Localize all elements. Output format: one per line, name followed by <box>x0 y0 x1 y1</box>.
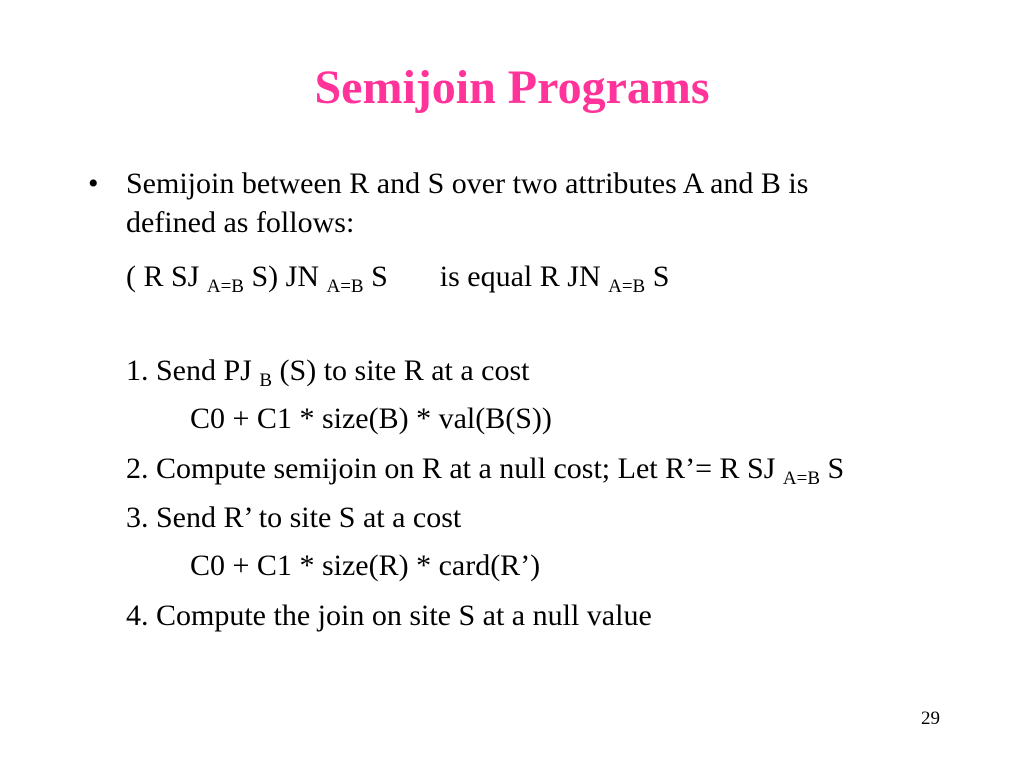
formula-subscript-2: A=B <box>326 276 364 297</box>
step-4: 4. Compute the join on site S at a null value <box>126 599 652 632</box>
step-2-part-2: S <box>820 452 845 485</box>
formula-part-1: ( R SJ <box>126 260 207 293</box>
bullet-marker: • <box>88 167 99 200</box>
step-1-cost: C0 + C1 * size(B) * val(B(S)) <box>190 402 552 435</box>
step-2-part-1: 2. Compute semijoin on R at a null cost; Let R’= R SJ <box>126 452 783 485</box>
formula-part-5: S <box>645 260 670 293</box>
formula-subscript-3: A=B <box>608 276 646 297</box>
formula-part-4: is equal R JN <box>439 260 609 293</box>
slide-title: Semijoin Programs <box>314 61 710 114</box>
step-1-part-2: (S) to site R at a cost <box>272 354 530 387</box>
step-3-cost: C0 + C1 * size(R) * card(R’) <box>190 549 541 582</box>
step-3: 3. Send R’ to site S at a cost <box>126 501 462 534</box>
formula-part-2: S) JN <box>243 260 327 293</box>
formula-part-3: S <box>363 260 388 293</box>
page-number: 29 <box>921 708 940 729</box>
intro-line-2: defined as follows: <box>126 206 355 239</box>
step-1-subscript: B <box>259 370 273 391</box>
formula-subscript-1: A=B <box>206 276 244 297</box>
semijoin-formula <box>126 259 669 295</box>
step-1-part-1: 1. Send PJ <box>126 354 260 387</box>
step-2 <box>126 451 844 487</box>
step-2-subscript: A=B <box>782 468 821 489</box>
intro-line-1: Semijoin between R and S over two attributes A and B is <box>126 167 809 200</box>
step-1 <box>126 353 530 389</box>
